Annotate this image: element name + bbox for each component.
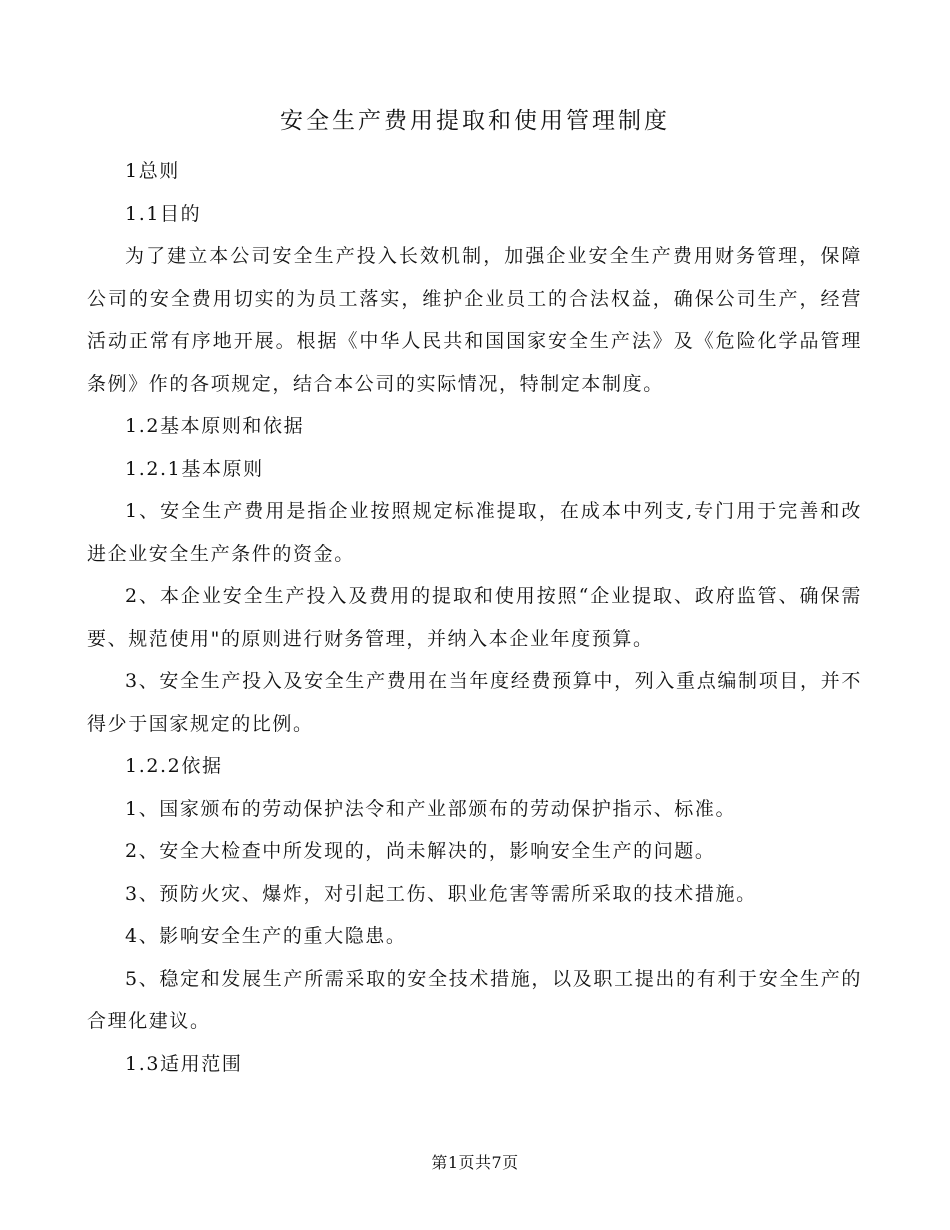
paragraph-basis-5: 5、稳定和发展生产所需采取的安全技术措施，以及职工提出的有利于安全生产的合理化建议。 [87, 967, 862, 1032]
heading-basis: 1.2.2依据 [125, 755, 223, 777]
heading-principles-basis: 1.2基本原则和依据 [125, 415, 305, 437]
document-body [87, 150, 862, 1085]
page-number: 第1页共7页 [431, 1153, 519, 1172]
heading-purpose: 1.1目的 [125, 202, 202, 225]
paragraph-basis-3: 3、预防火灾、爆炸，对引起工伤、职业危害等需所采取的技术措施。 [125, 882, 757, 905]
heading-scope: 1.3适用范围 [125, 1052, 243, 1075]
document-title: 安全生产费用提取和使用管理制度 [280, 108, 670, 134]
heading-general: 1总则 [125, 160, 180, 182]
paragraph-basis-1: 1、国家颁布的劳动保护法令和产业部颁布的劳动保护指示、标准。 [125, 797, 737, 820]
paragraph-principle-2: 2、本企业安全生产投入及费用的提取和使用按照“企业提取、政府监管、确保需要、规范使用"的原则进行财务管理，并纳入本企业年度预算。 [87, 585, 862, 650]
paragraph-purpose: 为了建立本公司安全生产投入长效机制，加强企业安全生产费用财务管理，保障公司的安全费用切实的为员工落实，维护企业员工的合法权益，确保公司生产，经营活动正常有序地开展。根据《中华人民共和国国家安全生产法》及《危险化学品管理条例》作的各项规定，结合本公司的实际情况，特制定本制度。 [87, 245, 862, 395]
paragraph-basis-4: 4、影响安全生产的重大隐患。 [125, 925, 407, 947]
paragraph-principle-1: 1、安全生产费用是指企业按照规定标准提取，在成本中列支,专门用于完善和改进企业安全生产条件的资金。 [87, 500, 862, 565]
paragraph-principle-3: 3、安全生产投入及安全生产费用在当年度经费预算中，列入重点编制项目，并不得少于国家规定的比例。 [87, 670, 862, 735]
paragraph-basis-2: 2、安全大检查中所发现的，尚未解决的，影响安全生产的问题。 [125, 840, 716, 862]
heading-basic-principles: 1.2.1基本原则 [125, 457, 264, 480]
